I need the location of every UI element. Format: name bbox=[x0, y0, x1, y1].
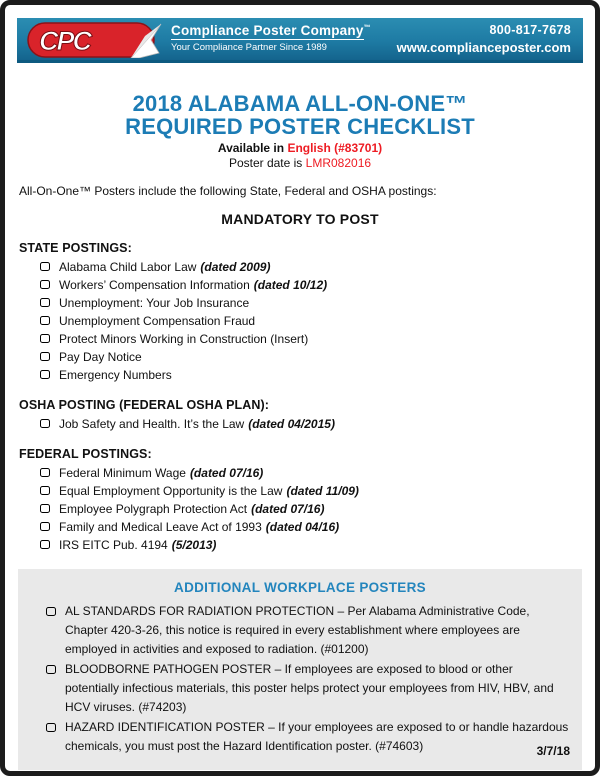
item-label bbox=[59, 536, 216, 554]
checkbox-icon[interactable] bbox=[40, 540, 50, 549]
page-title-line2: REQUIRED POSTER CHECKLIST bbox=[125, 114, 475, 139]
checklist-item bbox=[14, 330, 586, 348]
checklist-item bbox=[14, 536, 586, 554]
checklist-item bbox=[14, 312, 586, 330]
item-label bbox=[59, 258, 270, 276]
checkbox-icon[interactable] bbox=[46, 723, 56, 732]
company-name-text: Compliance Poster Company bbox=[171, 23, 364, 39]
checkbox-icon[interactable] bbox=[40, 504, 50, 513]
additional-posters-heading: ADDITIONAL WORKPLACE POSTERS bbox=[174, 580, 426, 595]
item-label bbox=[59, 312, 259, 330]
footer-date: 3/7/18 bbox=[536, 744, 570, 758]
item-label bbox=[59, 294, 253, 312]
checklist-item bbox=[14, 500, 586, 518]
item-label bbox=[59, 366, 176, 384]
item-text: Equal Employment Opportunity is the Law bbox=[59, 484, 283, 498]
header-banner bbox=[17, 18, 583, 63]
section-heading: FEDERAL POSTINGS: bbox=[19, 447, 152, 461]
item-text: Employee Polygraph Protection Act bbox=[59, 502, 248, 516]
additional-poster-item bbox=[30, 660, 570, 717]
item-text: Unemployment: Your Job Insurance bbox=[59, 296, 250, 310]
company-tagline: Your Compliance Partner Since 1989 bbox=[171, 42, 327, 54]
item-date: (dated 2009) bbox=[200, 260, 271, 274]
item-label bbox=[59, 518, 339, 536]
intro-text: All-On-One™ Posters include the following State, Federal and OSHA postings: bbox=[19, 184, 437, 198]
phone-number: 800-817-7678 bbox=[489, 23, 571, 37]
trademark-symbol: ™ bbox=[363, 24, 371, 32]
item-label bbox=[59, 482, 359, 500]
item-date: (dated 04/2015) bbox=[248, 417, 335, 431]
item-text: Protect Minors Working in Construction (Insert) bbox=[59, 332, 309, 346]
checklist-item bbox=[14, 482, 586, 500]
item-text: Pay Day Notice bbox=[59, 350, 142, 364]
section-list bbox=[14, 415, 586, 433]
checklist-item bbox=[14, 464, 586, 482]
checkbox-icon[interactable] bbox=[40, 334, 50, 343]
poster-date-line bbox=[5, 156, 595, 171]
posting-section bbox=[14, 241, 586, 384]
checkbox-icon[interactable] bbox=[40, 352, 50, 361]
availability-prefix: Available in bbox=[217, 141, 288, 155]
checkbox-icon[interactable] bbox=[40, 262, 50, 271]
item-date: (dated 04/16) bbox=[265, 520, 340, 534]
poster-date-value: LMR082016 bbox=[305, 156, 372, 170]
checkbox-icon[interactable] bbox=[40, 522, 50, 531]
posting-section bbox=[14, 398, 586, 433]
section-heading: OSHA POSTING (FEDERAL OSHA PLAN): bbox=[19, 398, 270, 412]
item-text: Federal Minimum Wage bbox=[59, 466, 186, 480]
checklist-item bbox=[14, 276, 586, 294]
additional-item-text: BLOODBORNE PATHOGEN POSTER – If employees are exposed to blood or other potentially infectious materials, this poster helps protect your employees from HIV, HBV, and HCV viruses. (#74203) bbox=[65, 662, 554, 714]
section-list bbox=[14, 464, 586, 554]
checklist-item bbox=[14, 518, 586, 536]
item-label bbox=[59, 330, 312, 348]
item-text: Job Safety and Health. It’s the Law bbox=[59, 417, 245, 431]
contact-block bbox=[397, 22, 571, 56]
main-content bbox=[5, 184, 595, 770]
checkbox-icon[interactable] bbox=[40, 419, 50, 428]
brand-block bbox=[171, 24, 371, 53]
section-list bbox=[14, 258, 586, 384]
item-text: IRS EITC Pub. 4194 bbox=[59, 538, 168, 552]
item-date: (5/2013) bbox=[171, 538, 217, 552]
additional-poster-item bbox=[30, 718, 570, 756]
cpc-logo bbox=[27, 22, 163, 58]
item-label bbox=[59, 464, 263, 482]
page-title-line1: 2018 ALABAMA ALL-ON-ONE™ bbox=[132, 91, 468, 116]
checkbox-icon[interactable] bbox=[46, 607, 56, 616]
checklist-item bbox=[14, 294, 586, 312]
cpc-logo-text: CPC bbox=[39, 25, 91, 56]
mandatory-heading: MANDATORY TO POST bbox=[221, 211, 379, 227]
additional-poster-item bbox=[30, 602, 570, 659]
item-text: Alabama Child Labor Law bbox=[59, 260, 197, 274]
cpc-logo-graphic bbox=[27, 22, 163, 58]
checkbox-icon[interactable] bbox=[40, 486, 50, 495]
item-label bbox=[59, 500, 324, 518]
availability-line bbox=[5, 141, 595, 156]
sections bbox=[14, 241, 586, 554]
website-link[interactable]: www.complianceposter.com bbox=[396, 40, 571, 55]
checklist-item bbox=[14, 366, 586, 384]
item-date: (dated 10/12) bbox=[253, 278, 328, 292]
poster-date-prefix: Poster date is bbox=[228, 156, 306, 170]
checklist-item bbox=[14, 258, 586, 276]
item-label bbox=[59, 348, 146, 366]
posting-section bbox=[14, 447, 586, 554]
additional-posters-box bbox=[18, 569, 582, 770]
checklist-item bbox=[14, 348, 586, 366]
checkbox-icon[interactable] bbox=[46, 665, 56, 674]
item-text: Emergency Numbers bbox=[59, 368, 172, 382]
checkbox-icon[interactable] bbox=[40, 280, 50, 289]
checklist-item bbox=[14, 415, 586, 433]
item-text: Workers’ Compensation Information bbox=[59, 278, 250, 292]
item-date: (dated 07/16) bbox=[189, 466, 264, 480]
title-block bbox=[5, 92, 595, 171]
item-date: (dated 07/16) bbox=[251, 502, 325, 516]
checkbox-icon[interactable] bbox=[40, 316, 50, 325]
additional-posters-list bbox=[30, 602, 570, 756]
section-heading: STATE POSTINGS: bbox=[19, 241, 132, 255]
item-text: Family and Medical Leave Act of 1993 bbox=[59, 520, 262, 534]
additional-item-text: AL STANDARDS FOR RADIATION PROTECTION – Per Alabama Administrative Code, Chapter 420-3-26, this notice is required in every establishment where employees are employed in activities and exposed to radiation. (#01200) bbox=[65, 604, 530, 656]
item-label bbox=[59, 276, 327, 294]
checkbox-icon[interactable] bbox=[40, 298, 50, 307]
company-name bbox=[171, 24, 371, 39]
checkbox-icon[interactable] bbox=[40, 468, 50, 477]
checkbox-icon[interactable] bbox=[40, 370, 50, 379]
item-date: (dated 11/09) bbox=[286, 484, 359, 498]
availability-language: English (#83701) bbox=[287, 141, 383, 155]
additional-item-text: HAZARD IDENTIFICATION POSTER – If your employees are exposed to or handle hazardous chemicals, you must post the Hazard Identification poster. (#74603) bbox=[65, 720, 569, 753]
item-label bbox=[59, 415, 335, 433]
item-text: Unemployment Compensation Fraud bbox=[59, 314, 256, 328]
